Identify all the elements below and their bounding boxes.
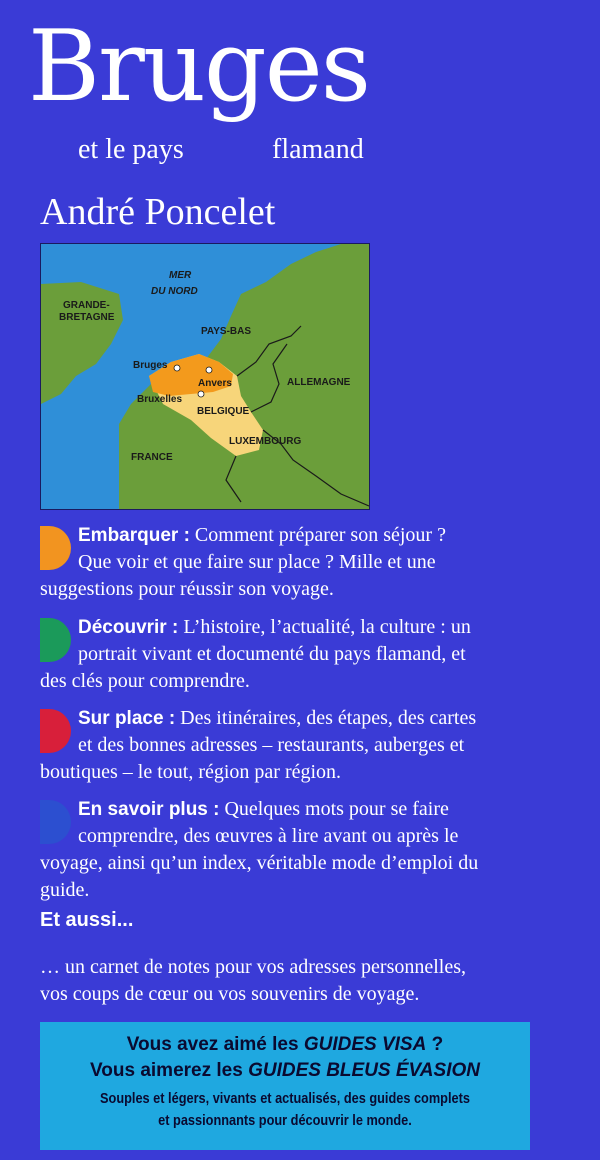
label-belgique: BELGIQUE bbox=[197, 406, 250, 417]
section-text: voyage, ainsi qu’un index, véritable mode d’emploi du bbox=[40, 852, 479, 874]
section-text: des clés pour comprendre. bbox=[40, 670, 250, 692]
section-text: Que voir et que faire sur place ? Mille et une bbox=[78, 551, 436, 573]
closing-line: … un carnet de notes pour vos adresses personnelles, bbox=[40, 956, 466, 978]
promo-banner bbox=[40, 1022, 530, 1150]
section-decouvrir bbox=[40, 614, 532, 695]
promo-series-name: GUIDES BLEUS ÉVASION bbox=[248, 1060, 480, 1081]
bruges-dot bbox=[174, 365, 180, 371]
label-mer: MER bbox=[169, 270, 192, 281]
promo-line-2 bbox=[40, 1058, 530, 1084]
section-en-savoir-plus bbox=[40, 796, 532, 904]
section-text: suggestions pour réussir son voyage. bbox=[40, 578, 334, 600]
label-luxembourg: LUXEMBOURG bbox=[229, 436, 302, 447]
book-subtitle-left: et le pays bbox=[78, 134, 184, 165]
closing-paragraph bbox=[40, 954, 532, 1008]
label-anvers: Anvers bbox=[198, 378, 232, 389]
section-text: Comment préparer son séjour ? bbox=[194, 524, 446, 546]
section-heading: Découvrir : bbox=[78, 617, 179, 638]
section-heading: Embarquer : bbox=[78, 525, 190, 546]
label-bruges: Bruges bbox=[133, 360, 168, 371]
section-text: Quelques mots pour se faire bbox=[224, 798, 449, 820]
map-graphic bbox=[41, 244, 369, 509]
et-aussi-heading: Et aussi... bbox=[40, 909, 134, 931]
promo-text: et passionnants pour découvrir le monde. bbox=[158, 1112, 412, 1129]
section-text: portrait vivant et documenté du pays flamand, et bbox=[78, 643, 466, 665]
section-text: Des itinéraires, des étapes, des cartes bbox=[180, 707, 477, 729]
promo-line-1 bbox=[40, 1032, 530, 1058]
section-text: L’histoire, l’actualité, la culture : un bbox=[183, 616, 471, 638]
book-subtitle-right: flamand bbox=[272, 134, 364, 165]
section-text: et des bonnes adresses – restaurants, auberges et bbox=[78, 734, 465, 756]
bruxelles-dot bbox=[198, 391, 204, 397]
promo-series-name: GUIDES VISA bbox=[303, 1034, 427, 1055]
section-text: comprendre, des œuvres à lire avant ou après le bbox=[78, 825, 459, 847]
label-pays-bas: PAYS-BAS bbox=[201, 326, 252, 337]
label-bretagne: BRETAGNE bbox=[59, 312, 115, 323]
label-france: FRANCE bbox=[131, 452, 173, 463]
section-text: boutiques – le tout, région par région. bbox=[40, 761, 342, 783]
region-map bbox=[40, 243, 370, 510]
promo-line-3 bbox=[77, 1088, 494, 1132]
label-bruxelles: Bruxelles bbox=[137, 394, 183, 405]
closing-line: vos coups de cœur ou vos souvenirs de voyage. bbox=[40, 983, 420, 1005]
author-name: André Poncelet bbox=[40, 191, 276, 233]
label-du-nord: DU NORD bbox=[151, 286, 198, 297]
section-heading: En savoir plus : bbox=[78, 799, 220, 820]
label-allemagne: ALLEMAGNE bbox=[287, 377, 351, 388]
promo-text: Vous aimerez les bbox=[90, 1060, 249, 1081]
anvers-dot bbox=[206, 367, 212, 373]
book-title: Bruges bbox=[28, 10, 370, 124]
promo-text: Vous avez aimé les bbox=[126, 1034, 304, 1055]
section-embarquer bbox=[40, 522, 532, 603]
label-grande: GRANDE- bbox=[63, 300, 110, 311]
section-sur-place bbox=[40, 705, 532, 786]
promo-text: ? bbox=[426, 1034, 444, 1055]
promo-text: Souples et légers, vivants et actualisés, des guides complets bbox=[100, 1090, 470, 1107]
section-heading: Sur place : bbox=[78, 708, 176, 729]
section-text: guide. bbox=[40, 879, 90, 901]
